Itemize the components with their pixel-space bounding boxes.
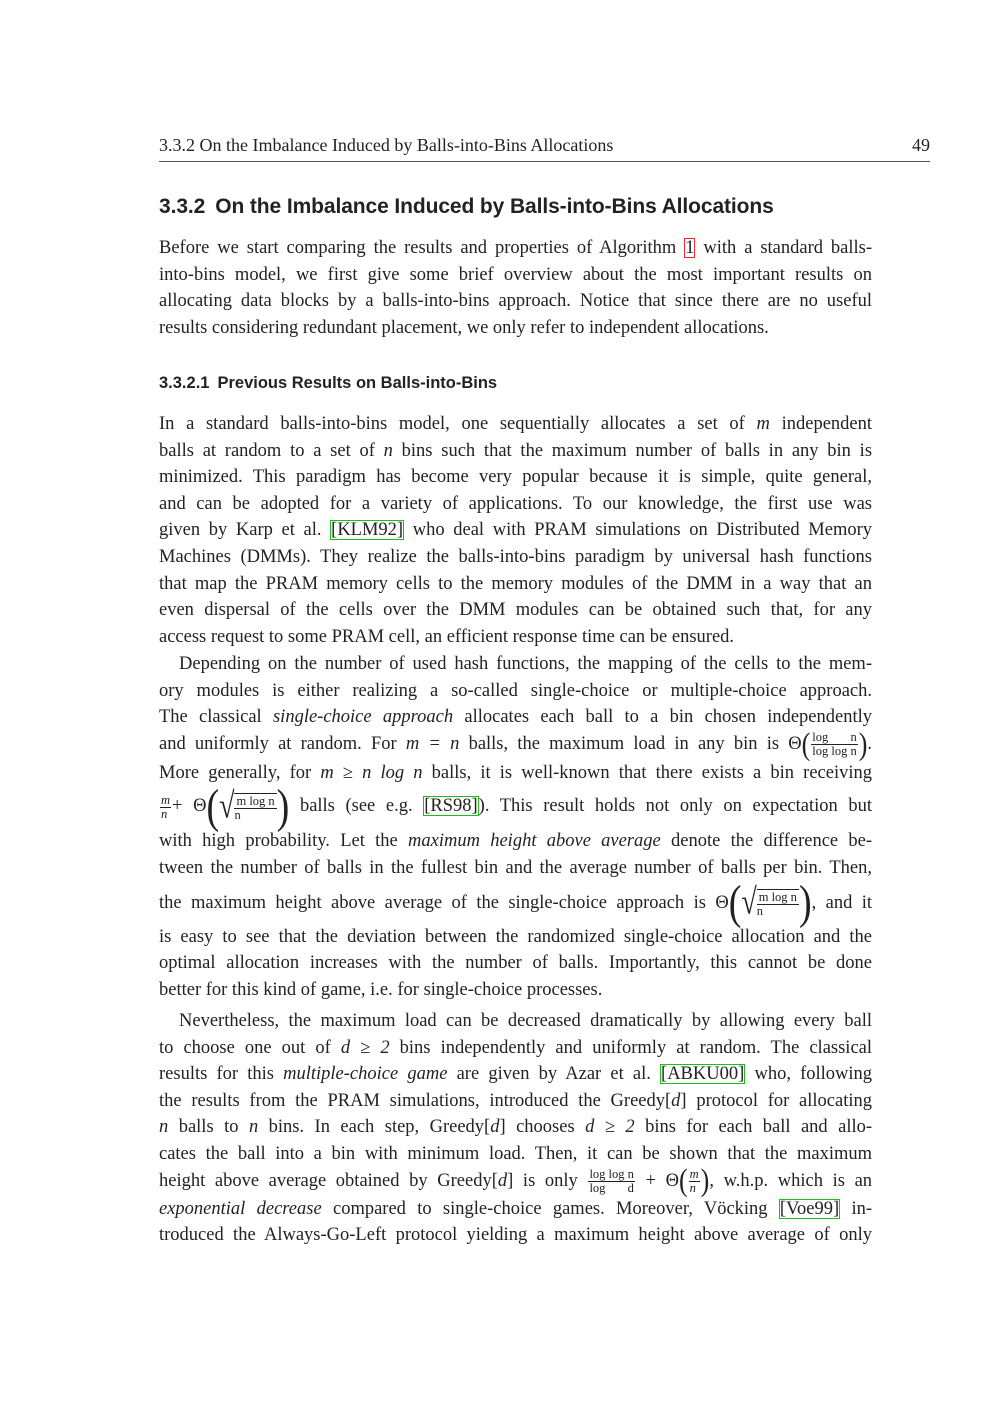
fraction: $\frac{\text{log n}}{\text{log log n}}$ [812, 730, 857, 759]
text-line: The classical single-choice approach allocates each ball to a bin chosen independently [159, 707, 873, 728]
text-line: allocating data blocks by a balls-into-bins approach. Notice that since there are no useful [159, 291, 872, 312]
subsection-heading [159, 374, 497, 393]
citation-link-klm92[interactable]: [KLM92] [331, 520, 404, 541]
running-header [159, 133, 930, 162]
paragraph-2 [159, 651, 872, 1003]
text-line: $\frac{m}{n}$ + Θ(√ $\frac{\text{m log n}}{n}$ ) balls (see e.g. [RS98]). This result holds not only on expectation but [161, 780, 872, 834]
text-line: optimal allocation increases with the number of balls. Importantly, this cannot be done [159, 953, 872, 974]
citation-link-abku00[interactable]: [ABKU00] [661, 1064, 745, 1085]
running-title: 3.3.2 On the Imbalance Induced by Balls-into-Bins Allocations [159, 135, 614, 155]
text-line: More generally, for m ≥ n log n balls, it is well-known that there exists a bin receiving [159, 762, 873, 783]
text-line: height above average obtained by Greedy[d] is only $\frac{\text{log log n}}{\text{log d}}$ + Θ( $\frac{m}{n}$ ), w.h.p. which is an [159, 1163, 873, 1199]
text-line: and uniformly at random. For m = n balls, the maximum load in any bin is Θ( $\frac{\text{log n}}{\text{log log n}}$ ). [159, 726, 873, 762]
text-line: the results from the PRAM simulations, introduced the Greedy[d] protocol for allocating [159, 1090, 873, 1111]
paragraph-1 [159, 411, 872, 650]
text-line: is easy to see that the deviation between the randomized single-choice allocation and the [159, 926, 872, 947]
page-number: 49 [912, 135, 930, 155]
text-line: minimized. This paradigm has become very popular because it is simple, quite general, [159, 467, 872, 488]
text-line: results for this multiple-choice game are given by Azar et al. [ABKU00] who, following [159, 1064, 873, 1085]
text-line: Before we start comparing the results and properties of Algorithm 1 with a standard balls- [159, 238, 873, 258]
text-line: In a standard balls-into-bins model, one sequentially allocates a set of m independent [159, 414, 873, 434]
fraction: $\frac{m}{n}$ [689, 1166, 699, 1195]
section-heading [159, 195, 774, 219]
algorithm-link[interactable]: 1 [685, 238, 695, 258]
citation-link-rs98[interactable]: [RS98] [424, 796, 478, 817]
text-line: tween the number of balls in the fullest bin and the average number of balls per bin. Then, [159, 857, 872, 878]
text-line: with high probability. Let the maximum height above average denote the difference be- [159, 831, 873, 852]
text-line: access request to some PRAM cell, an efficient response time can be ensured. [159, 626, 735, 647]
text-line: to choose one out of d ≥ 2 bins independently and uniformly at random. The classical [159, 1037, 873, 1058]
text-line: Machines (DMMs). They realize the balls-into-bins paradigm by universal hash functions [159, 546, 872, 567]
text-line: even dispersal of the cells over the DMM modules can be obtained such that, for any [159, 600, 872, 621]
text-line: exponential decrease compared to single-choice games. Moreover, Vöcking [Voe99] in- [159, 1198, 873, 1219]
text-line: balls at random to a set of n bins such that the maximum number of balls in any bin is [159, 440, 873, 461]
fraction: $\frac{m}{n}$ [161, 792, 171, 821]
subsection-number: 3.3.2.1 [159, 374, 210, 392]
text-line: the maximum height above average of the single-choice approach is Θ(√ $\frac{\text{m log n}}{n}$ ), and it [159, 877, 873, 930]
text-line: results considering redundant placement, we only refer to independent allocations. [159, 317, 769, 338]
citation-link-voe99[interactable]: [Voe99] [779, 1198, 840, 1219]
square-root: √ $\frac{\text{m log n}}{n}$ [219, 786, 275, 827]
section-title: On the Imbalance Induced by Balls-into-Bins Allocations [215, 195, 774, 218]
text-line: and can be adopted for a variety of applications. To our knowledge, the first use was [159, 493, 872, 514]
paragraph-3 [159, 1008, 872, 1249]
text-line: better for this kind of game, i.e. for single-choice processes. [159, 979, 603, 1000]
text-line: ory modules is either realizing a so-called single-choice or multiple-choice approach. [159, 680, 872, 701]
text-line: that map the PRAM memory cells to the memory modules of the DMM in a way that an [159, 573, 872, 594]
fraction: $\frac{\text{log log n}}{\text{log d}}$ [589, 1166, 634, 1195]
section-number: 3.3.2 [159, 195, 206, 218]
intro-paragraph [159, 235, 872, 341]
text-line: n balls to n bins. In each step, Greedy[d] chooses d ≥ 2 bins for each ball and allo- [159, 1117, 873, 1138]
text-line: cates the ball into a bin with minimum load. Then, it can be shown that the maximum [159, 1143, 872, 1164]
text-line: Depending on the number of used hash functions, the mapping of the cells to the mem- [179, 654, 872, 674]
square-root: √ $\frac{\text{m log n}}{n}$ [741, 882, 797, 923]
text-line: into-bins model, we first give some brief overview about the most important results on [159, 264, 872, 285]
text-line: troduced the Always-Go-Left protocol yielding a maximum height above average of only [159, 1225, 872, 1246]
text-line: given by Karp et al. [KLM92] who deal with PRAM simulations on Distributed Memory [159, 520, 873, 541]
subsection-title: Previous Results on Balls-into-Bins [217, 374, 498, 392]
text-line: Nevertheless, the maximum load can be decreased dramatically by allowing every ball [179, 1011, 872, 1031]
